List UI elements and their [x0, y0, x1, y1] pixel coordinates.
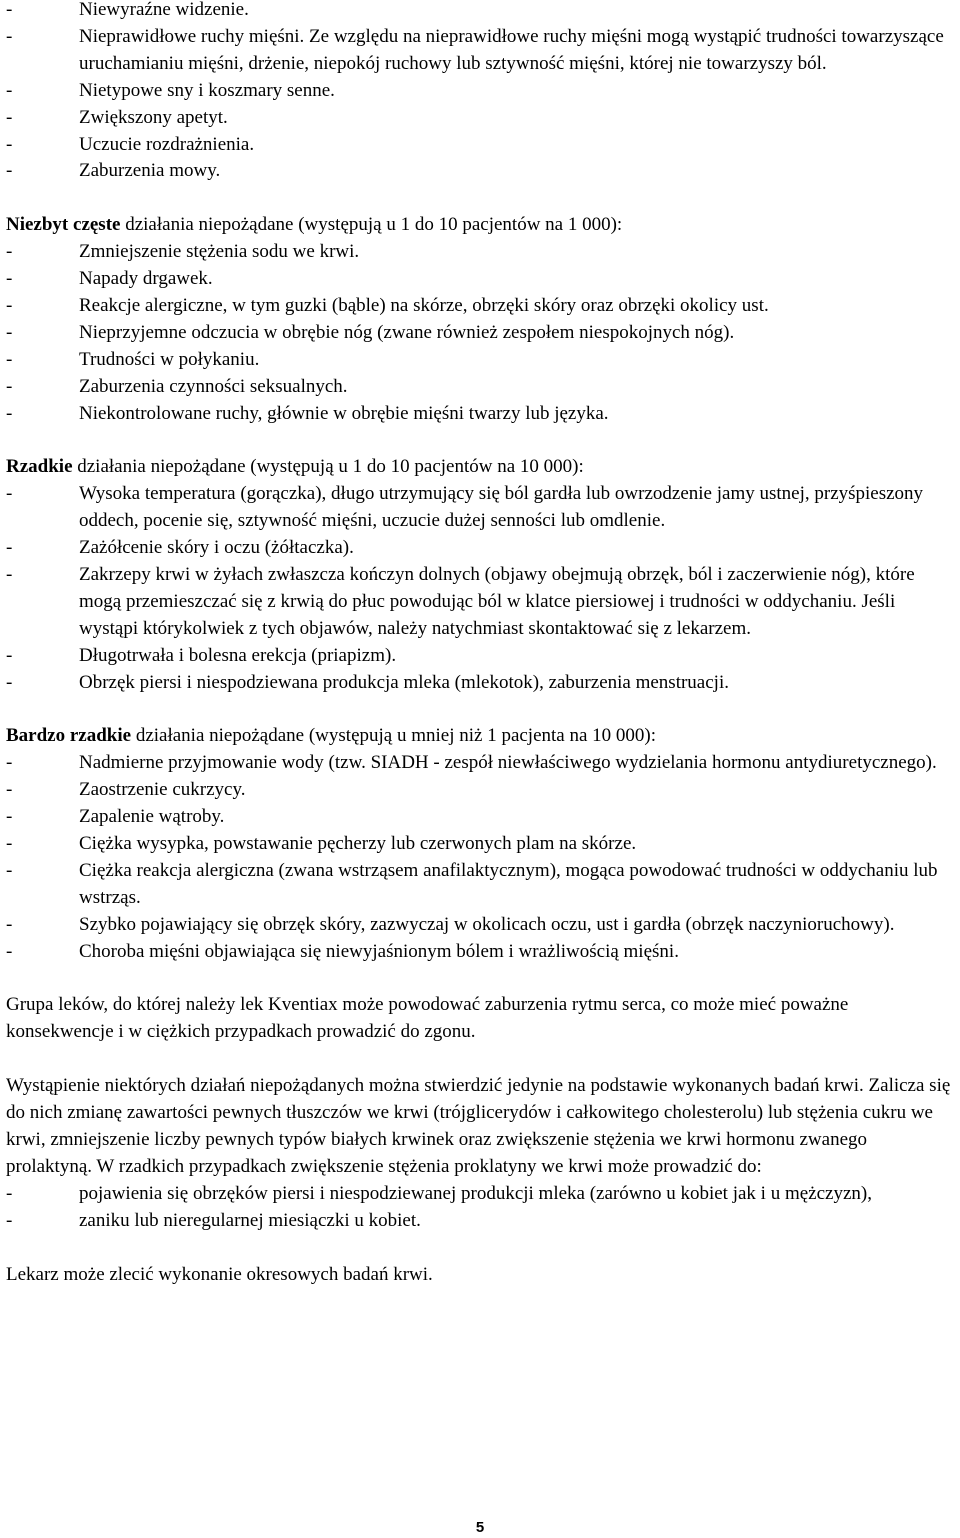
dash-marker: - — [6, 25, 13, 47]
page-number: 5 — [475, 1519, 485, 1536]
list-item — [6, 105, 956, 132]
rare-heading-text: działania niepożądane (występują u 1 do 10 pacjentów na 10 000): — [72, 456, 584, 478]
list-item-text: Zapalenie wątroby. — [79, 806, 225, 828]
list-item-text: Zakrzepy krwi w żyłach zwłaszcza kończyn dolnych (objawy obejmują obrzęk, ból i zaczerwienie nóg), które mogą przemieszczać się z krwią do płuc powodując ból w klatce piersiowej i trudności w oddychaniu. Jeśli wystąpi którykolwiek z tych objawów, należy natychmiast skontaktować się z lekarzem. — [79, 564, 915, 639]
list-item — [6, 912, 956, 939]
doctor-paragraph: Lekarz może zlecić wykonanie okresowych badań krwi. — [6, 1263, 433, 1285]
list-item — [6, 562, 956, 643]
list-item-text: Reakcje alergiczne, w tym guzki (bąble) na skórze, obrzęki skóry oraz obrzęki okolicy ust. — [79, 294, 769, 316]
list-item — [6, 293, 956, 320]
list-item — [6, 643, 956, 670]
dash-marker: - — [6, 79, 13, 101]
list-item — [6, 535, 956, 562]
dash-marker: - — [6, 671, 13, 693]
dash-marker: - — [6, 644, 13, 666]
list-item-text: Zażółcenie skóry i oczu (żółtaczka). — [79, 537, 354, 559]
dash-marker: - — [6, 913, 13, 935]
list-item-text: Zaburzenia mowy. — [79, 160, 221, 182]
list-item — [6, 78, 956, 105]
dash-marker: - — [6, 806, 13, 828]
list-item — [6, 374, 956, 401]
rare-list — [6, 481, 956, 696]
very-rare-list — [6, 750, 956, 965]
dash-marker: - — [6, 752, 13, 774]
list-item-text: Choroba mięśni objawiająca się niewyjaśnionym bólem i wrażliwością mięśni. — [79, 940, 679, 962]
uncommon-list — [6, 239, 956, 427]
very-rare-heading — [6, 723, 956, 750]
list-item-text: Nieprzyjemne odczucia w obrębie nóg (zwane również zespołem niespokojnych nóg). — [79, 321, 735, 343]
list-item-text: Uczucie rozdrażnienia. — [79, 133, 255, 155]
list-item — [6, 266, 956, 293]
list-item-text: Nietypowe sny i koszmary senne. — [79, 79, 335, 101]
list-item — [6, 777, 956, 804]
list-item-text: Niewyraźne widzenie. — [79, 0, 249, 20]
dash-marker: - — [6, 859, 13, 881]
very-rare-heading-text: działania niepożądane (występują u mniej niż 1 pacjenta na 10 000): — [131, 725, 657, 747]
list-item-text: Zaostrzenie cukrzycy. — [79, 779, 246, 801]
list-item-text: Trudności w połykaniu. — [79, 348, 260, 370]
dash-marker: - — [6, 348, 13, 370]
dash-marker: - — [6, 779, 13, 801]
list-item — [6, 670, 956, 697]
dash-marker: - — [6, 241, 13, 263]
list-item-text: Nadmierne przyjmowanie wody (tzw. SIADH - zespół niewłaściwego wydzielania hormonu antydiuretycznego). — [79, 752, 937, 774]
dash-marker: - — [6, 940, 13, 962]
list-item-text: zaniku lub nieregularnej miesiączki u kobiet. — [79, 1209, 421, 1231]
uncommon-heading-text: działania niepożądane (występują u 1 do 10 pacjentów na 1 000): — [120, 214, 623, 236]
blood-tests-paragraph: Wystąpienie niektórych działań niepożądanych można stwierdzić jedynie na podstawie wykonanych badań krwi. Zalicza się do nich zmianę zawartości pewnych tłuszczów we krwi (trójglicerydów i całkowitego cholesterolu) lub stężenia cukru we krwi, zmniejszenie liczby pewnych typów białych krwinek oraz zwiększenie stężenia we krwi hormonu zwanego prolaktyną. W rzadkich przypadkach zwiększenie stężenia proklatyny we krwi może prowadzić do: — [6, 1075, 951, 1177]
dash-marker: - — [6, 375, 13, 397]
list-item — [6, 320, 956, 347]
list-item — [6, 24, 956, 78]
top-list — [6, 0, 956, 185]
dash-marker: - — [6, 321, 13, 343]
list-item-text: Wysoka temperatura (gorączka), długo utrzymujący się ból gardła lub owrzodzenie jamy ustnej, przyśpieszony oddech, pocenie się, sztywność mięśni, uczucie dużej senności lub omdlenie. — [79, 483, 924, 532]
dash-marker: - — [6, 0, 13, 20]
list-item-text: Zmniejszenie stężenia sodu we krwi. — [79, 241, 360, 263]
list-item-text: Długotrwała i bolesna erekcja (priapizm). — [79, 644, 397, 666]
document-page — [6, 0, 956, 1288]
list-item — [6, 858, 956, 912]
rare-lead: Rzadkie — [6, 456, 73, 478]
group-warning-paragraph: Grupa leków, do której należy lek Kventiax może powodować zaburzenia rytmu serca, co może mieć poważne konsekwencje i w ciężkich przypadkach prowadzić do zgonu. — [6, 994, 849, 1043]
list-item-text: Niekontrolowane ruchy, głównie w obrębie mięśni twarzy lub języka. — [79, 402, 609, 424]
list-item — [6, 0, 956, 24]
dash-marker: - — [6, 1209, 13, 1231]
dash-marker: - — [6, 133, 13, 155]
list-item — [6, 481, 956, 535]
list-item-text: Napady drgawek. — [79, 268, 213, 290]
list-item — [6, 831, 956, 858]
list-item — [6, 239, 956, 266]
list-item-text: Ciężka wysypka, powstawanie pęcherzy lub czerwonych plam na skórze. — [79, 833, 637, 855]
uncommon-lead: Niezbyt częste — [6, 214, 121, 236]
list-item — [6, 804, 956, 831]
dash-marker: - — [6, 537, 13, 559]
list-item-text: pojawienia się obrzęków piersi i niespodziewanej produkcji mleka (zarówno u kobiet jak i u mężczyzn), — [79, 1182, 872, 1204]
list-item — [6, 401, 956, 428]
dash-marker: - — [6, 833, 13, 855]
list-item — [6, 1208, 956, 1235]
list-item — [6, 1181, 956, 1208]
uncommon-heading — [6, 212, 956, 239]
list-item — [6, 132, 956, 159]
dash-marker: - — [6, 268, 13, 290]
list-item-text: Zwiększony apetyt. — [79, 106, 228, 128]
list-item-text: Szybko pojawiający się obrzęk skóry, zazwyczaj w okolicach oczu, ust i gardła (obrzęk naczynioruchowy). — [79, 913, 895, 935]
dash-marker: - — [6, 106, 13, 128]
list-item-text: Ciężka reakcja alergiczna (zwana wstrząsem anafilaktycznym), mogąca powodować trudności w oddychaniu lub wstrząs. — [79, 859, 938, 908]
dash-marker: - — [6, 402, 13, 424]
list-item-text: Zaburzenia czynności seksualnych. — [79, 375, 348, 397]
prolactin-list — [6, 1181, 956, 1235]
list-item — [6, 158, 956, 185]
dash-marker: - — [6, 564, 13, 585]
dash-marker: - — [6, 1182, 13, 1204]
very-rare-lead: Bardzo rzadkie — [6, 725, 132, 747]
dash-marker: - — [6, 160, 13, 182]
dash-marker: - — [6, 294, 13, 316]
list-item — [6, 750, 956, 777]
list-item — [6, 939, 956, 966]
list-item-text: Obrzęk piersi i niespodziewana produkcja mleka (mlekotok), zaburzenia menstruacji. — [79, 671, 729, 693]
list-item — [6, 347, 956, 374]
rare-heading — [6, 454, 956, 481]
dash-marker: - — [6, 483, 13, 505]
list-item-text: Nieprawidłowe ruchy mięśni. Ze względu na nieprawidłowe ruchy mięśni mogą wystąpić trudności towarzyszące uruchamianiu mięśni, drżenie, niepokój ruchowy lub sztywność mięśni, której nie towarzyszy ból. — [79, 25, 944, 74]
